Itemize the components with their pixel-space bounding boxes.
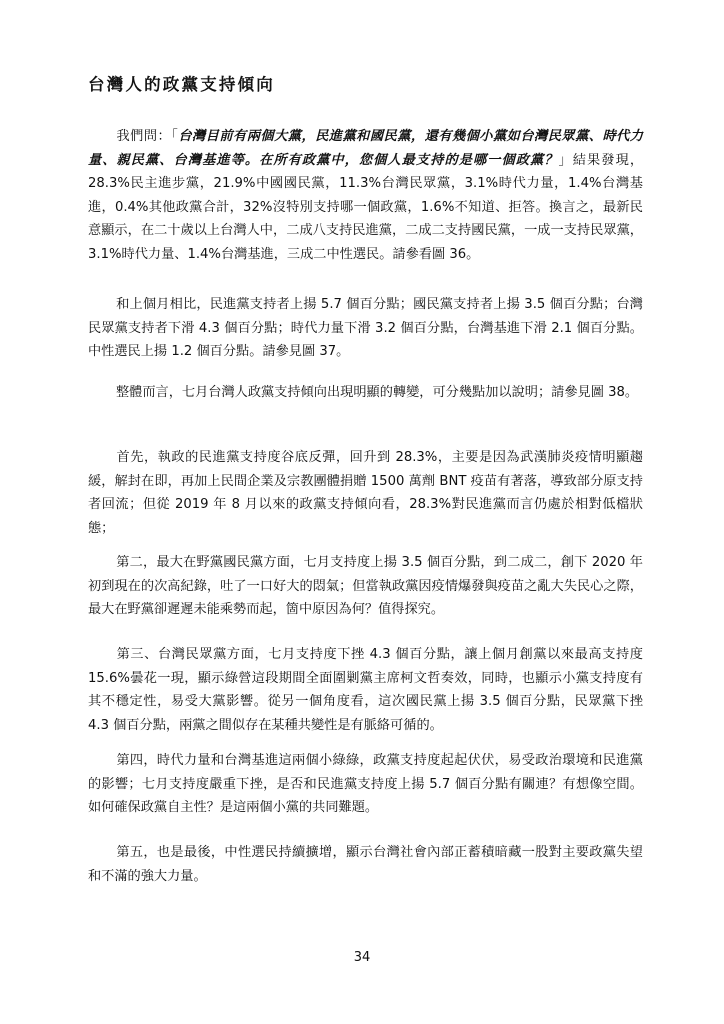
paragraph-party-support-survey <box>88 125 643 266</box>
section-title: 台灣人的政黨支持傾向 <box>88 75 275 94</box>
question-prefix: 我們問：「 <box>116 129 179 144</box>
paragraph-text: 第三、台灣民眾黨方面，七月支持度下挫 4.3 個百分點，讓上個月創黨以來最高支持度 15.6%曇花一現，顯示綠營這段期間全面圍剿黨主席柯文哲奏效，同時，也顯示小黨支持度有其不穩定性，易受大黨影響。從另一個角度看，這次國民黨上揚 3.5 個百分點，民眾黨下挫 4.3 個百分點，兩黨之間似存在某種共變性是有脈絡可循的。 <box>88 647 643 733</box>
paragraph-second-point <box>88 551 643 622</box>
survey-results: 」結果發現，28.3%民主進步黨，21.9%中國國民黨，11.3%台灣民眾黨，3.1%時代力量，1.4%台灣基進，0.4%其他政黨合計，32%沒特別支持哪一個政黨，1.6%不知道、拒答。換言之，最新民意顯示，在二十歲以上台灣人中，二成八支持民進黨，二成二支持國民黨，一成一支持民眾黨，3.1%時代力量、1.4%台灣基進，三成二中性選民。請參看圖 36。 <box>88 152 644 262</box>
paragraph-text: 整體而言，七月台灣人政黨支持傾向出現明顯的轉變，可分幾點加以說明；請參見圖 38。 <box>116 385 639 400</box>
paragraph-first-point <box>88 446 643 540</box>
paragraph-text: 和上個月相比，民進黨支持者上揚 5.7 個百分點；國民黨支持者上揚 3.5 個百分點；台灣民眾黨支持者下滑 4.3 個百分點；時代力量下滑 3.2 個百分點，台灣基進下滑 2.1 個百分點。中性選民上揚 1.2 個百分點。請參見圖 37。 <box>88 297 643 359</box>
paragraph-text: 第二，最大在野黨國民黨方面，七月支持度上揚 3.5 個百分點，到二成二，創下 2020 年初到現在的次高紀錄，吐了一口好大的悶氣；但當執政黨因疫情爆發與疫苗之亂大失民心之際，最大在野黨卻遲遲未能乘勢而起，箇中原因為何？值得探究。 <box>88 555 643 617</box>
page-number: 34 <box>353 950 371 965</box>
paragraph-fourth-point <box>88 749 643 820</box>
paragraph-text: 第五，也是最後，中性選民持續擴增，顯示台灣社會內部正蓄積暗藏一股對主要政黨失望和不滿的強大力量。 <box>88 845 643 884</box>
survey-question: 台灣目前有兩個大黨，民進黨和國民黨，還有幾個小黨如台灣民眾黨、時代力量、親民黨、台灣基進等。在所有政黨中，您個人最支持的是哪一個政黨？ <box>88 129 643 168</box>
paragraph-text: 首先，執政的民進黨支持度谷底反彈，回升到 28.3%，主要是因為武漢肺炎疫情明顯趨緩，解封在即，再加上民間企業及宗教團體捐贈 1500 萬劑 BNT 疫苗有著落，導致部分原支持者回流；但從 2019 年 8 月以來的政黨支持傾向看，28.3%對民進黨而言仍處於相對低檔狀態； <box>88 450 643 536</box>
paragraph-third-point <box>88 643 643 737</box>
paragraph-fifth-point <box>88 841 643 888</box>
paragraph-overall <box>88 381 643 405</box>
paragraph-text: 第四，時代力量和台灣基進這兩個小綠綠，政黨支持度起起伏伏，易受政治環境和民進黨的影響；七月支持度嚴重下挫，是否和民進黨支持度上揚 5.7 個百分點有關連？有想像空間。如何確保政黨自主性？是這兩個小黨的共同難題。 <box>88 753 643 815</box>
paragraph-monthly-change <box>88 293 643 364</box>
